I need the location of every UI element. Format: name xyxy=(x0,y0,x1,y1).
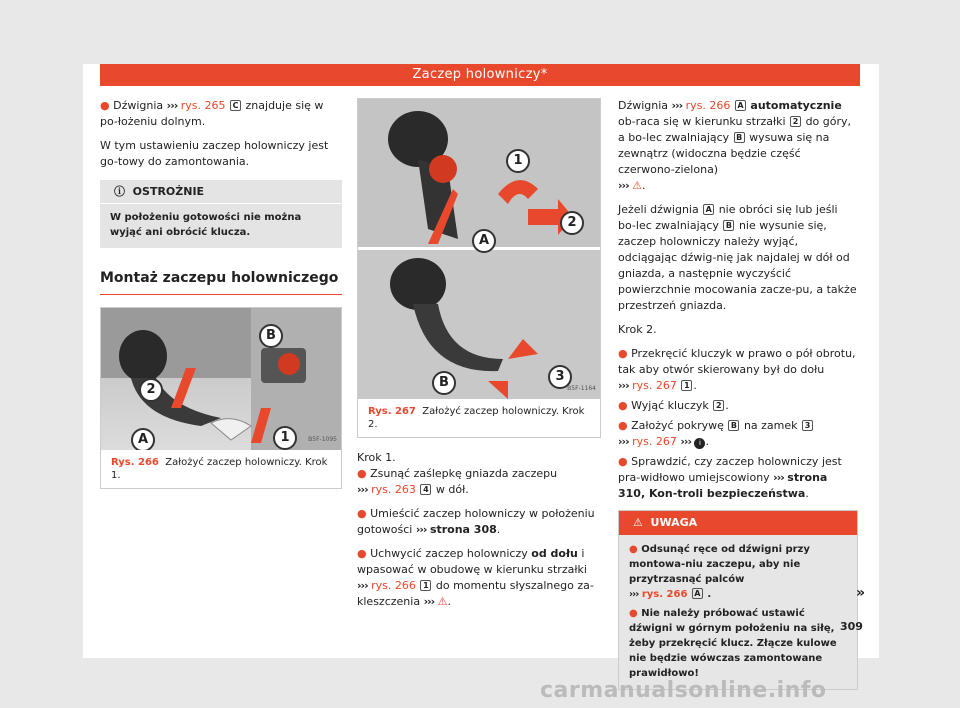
info-circle-icon: ⓘ xyxy=(114,185,125,198)
callout-b: B xyxy=(259,324,283,348)
warning-triangle-icon: ⚠ xyxy=(632,179,642,192)
warning-triangle-icon: ⚠ xyxy=(437,595,448,608)
ref-link[interactable]: rys. 266 xyxy=(371,579,416,592)
caution-header: ⚠ UWAGA xyxy=(619,511,857,535)
continue-marker: » xyxy=(856,585,866,601)
paragraph: ● Dźwignia ››› rys. 265 C znajduje się w po-łożeniu dolnym. xyxy=(100,99,324,128)
figure-code: B5F-1164 xyxy=(567,385,596,392)
callout-1: 1 xyxy=(273,426,297,450)
callout-b: B xyxy=(432,371,456,395)
warning-triangle-icon: ⚠ xyxy=(633,516,643,529)
badge: 2 xyxy=(713,400,724,411)
bullet-item: ● Sprawdzić, czy zaczep holowniczy jest pra-widłowo umiejscowiony ››› strona 310, Kon-troli bezpieczeństwa. xyxy=(618,455,842,500)
figure-code: B5F-1095 xyxy=(308,436,337,443)
ref-link[interactable]: rys. 263 xyxy=(371,483,416,496)
column-3 xyxy=(618,98,858,690)
caution-box xyxy=(618,510,858,690)
ref-link[interactable]: rys. 266 xyxy=(685,99,731,112)
callout-1: 1 xyxy=(506,149,530,173)
page-number: 309 xyxy=(840,620,863,633)
paragraph: Dźwignia ››› rys. 266 A automatycznie ob-raca się w kierunku strzałki 2 do góry, a bo-lec zwalniający B wysuwa się na zewnątrz (widoczna będzie część czerwono-zielona) ››› ⚠. xyxy=(618,99,852,192)
caution-body xyxy=(619,535,857,689)
page-header: Zaczep holowniczy* xyxy=(100,64,860,86)
warning-header: ⓘ OSTROŻNIE xyxy=(100,180,342,204)
bullet-item: ● Uchwycić zaczep holowniczy od dołu i wpasować w obudowę w kierunku strzałki ››› rys. 266 1 do momentu słyszalnego za-kleszczenia ››› ⚠. xyxy=(357,547,594,608)
badge: 3 xyxy=(802,420,813,431)
step-title: Krok 2. xyxy=(618,323,657,336)
bullet-item: ● Umieścić zaczep holowniczy w położeniu gotowości ››› strona 308. xyxy=(357,507,595,536)
ref-link[interactable]: rys. 267 xyxy=(632,435,677,448)
badge: A xyxy=(735,100,746,111)
callout-a: A xyxy=(472,229,496,253)
caution-item: ● Odsunąć ręce od dźwigni przy montowa-niu zaczepu, aby nie przytrzasnąć palców ››› rys. 266 A . xyxy=(629,544,810,600)
callout-a: A xyxy=(131,428,155,450)
ref-link[interactable]: strona 308 xyxy=(429,523,497,536)
bullet-item: ● Wyjąć kluczyk 2 . xyxy=(618,399,729,412)
paragraph: Jeżeli dźwignia A nie obróci się lub jeśli bo-lec zwalniający B nie wysunie się, zaczep holowniczy należy wyjąć, odciągając dźwig-nię jak najdalej w dół od gniazda, a następnie wyczyścić powierzchnie mocowania zacze-pu, a także przestrzeń gniazda. xyxy=(618,203,857,312)
paragraph: W tym ustawieniu zaczep holowniczy jest go-towy do zamontowania. xyxy=(100,139,329,168)
warning-box xyxy=(100,180,342,248)
badge: 4 xyxy=(420,484,431,495)
bullet-item: ● Założyć pokrywę B na zamek 3 ››› rys. 267 ››› i . xyxy=(618,418,858,450)
badge: 2 xyxy=(790,116,801,127)
bullet-item: ● Zsunąć zaślepkę gniazda zaczepu ››› rys. 263 4 w dół. xyxy=(357,467,558,496)
figure-caption: Rys. 267 Założyć zaczep holowniczy. Krok 2. xyxy=(368,406,585,430)
figure-267 xyxy=(357,98,601,438)
caution-item: ● Nie należy próbować ustawić dźwigni w górnym położeniu na siłę, żeby przekręcić klucz. Złącze kulowe nie będzie wówczas zamontowane prawidłowo! xyxy=(629,608,837,679)
warning-text: W położeniu gotowości nie można wyjąć ani obrócić klucza. xyxy=(110,212,302,238)
info-icon: i xyxy=(694,438,705,449)
callout-2: 2 xyxy=(139,378,163,402)
callout-3: 3 xyxy=(548,365,572,389)
figure-266 xyxy=(100,307,342,489)
badge: A xyxy=(692,588,703,599)
step-title: Krok 1. xyxy=(357,451,396,464)
badge: B xyxy=(728,420,739,431)
badge: C xyxy=(230,100,241,111)
figure-image xyxy=(101,308,341,450)
column-2 xyxy=(357,98,601,618)
badge: 1 xyxy=(420,580,431,591)
ref-link[interactable]: rys. 266 xyxy=(641,589,688,600)
figure-image xyxy=(358,99,600,399)
section-title: Montaż zaczepu holowniczego xyxy=(100,270,342,295)
badge: B xyxy=(723,220,734,231)
badge: 1 xyxy=(681,380,692,391)
ref-link[interactable]: strona 310, Kon-troli bezpieczeństwa xyxy=(618,471,828,500)
ref-link[interactable]: rys. 265 xyxy=(180,99,226,112)
watermark: carmanualsonline.info xyxy=(540,678,827,703)
ref-link[interactable]: rys. 267 xyxy=(632,379,677,392)
bullet-item: ● Przekręcić kluczyk w prawo o pół obrotu, tak aby otwór skierowany był do dołu ››› rys. 267 1 . xyxy=(618,347,856,392)
badge: B xyxy=(734,132,745,143)
column-1 xyxy=(100,98,342,489)
badge: A xyxy=(703,204,714,215)
callout-2: 2 xyxy=(560,211,584,235)
figure-caption: Rys. 266 Założyć zaczep holowniczy. Krok 1. xyxy=(111,457,328,481)
